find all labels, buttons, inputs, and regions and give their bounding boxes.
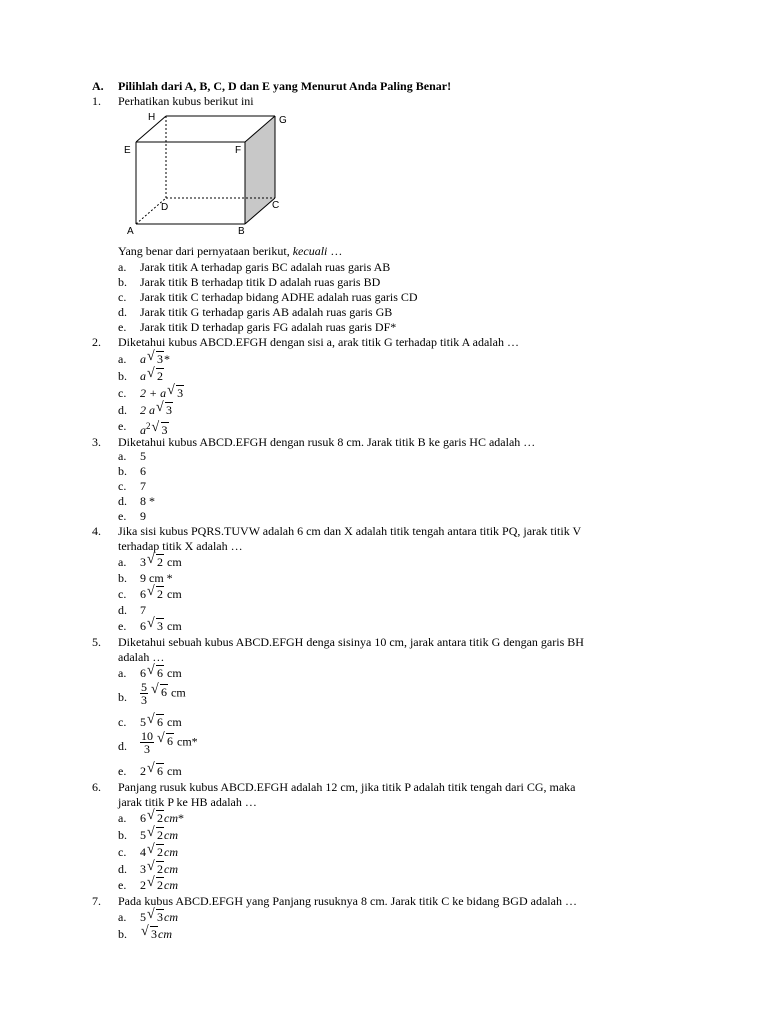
sqrt-symbol: [147, 810, 164, 826]
option-letter: e.: [118, 320, 127, 334]
question-text: Panjang rusuk kubus ABCD.EFGH adalah 12 cm, jika titik P adalah titik tengah dari CG, maka: [118, 780, 576, 794]
option-math: [140, 877, 178, 893]
question-number: 1.: [92, 94, 101, 108]
option-math: [140, 385, 184, 401]
math-coef: 4: [140, 845, 146, 859]
unit: cm: [164, 878, 178, 892]
unit: cm*: [177, 734, 198, 749]
section-letter: A.: [92, 79, 104, 93]
option-text: Jarak titik G terhadap garis AB adalah ruas garis GB: [140, 305, 393, 319]
sqrt-symbol: [151, 684, 168, 700]
unit: cm: [164, 828, 178, 842]
option-text: Jarak titik C terhadap bidang ADHE adalah ruas garis CD: [140, 290, 418, 304]
math-coef: 5: [140, 910, 146, 924]
option-letter: a.: [118, 910, 127, 924]
option-letter: d.: [118, 603, 127, 617]
option-letter: a.: [118, 555, 127, 569]
radicand: 3: [151, 927, 157, 941]
unit: cm: [167, 764, 182, 778]
option-text: 8 *: [140, 494, 155, 508]
option-letter: a.: [118, 666, 127, 680]
question-text: Jika sisi kubus PQRS.TUVW adalah 6 cm dan X adalah titik tengah antara titik PQ, jarak titik V: [118, 524, 582, 538]
question-text: Diketahui sebuah kubus ABCD.EFGH denga sisinya 10 cm, jarak antara titik G dengan garis BH: [118, 635, 584, 649]
option-letter: d.: [118, 739, 127, 753]
fraction: [140, 730, 154, 755]
radicand: 3: [157, 619, 163, 633]
radicand: 2: [157, 811, 163, 825]
option-math: [140, 730, 198, 755]
question-text: Diketahui kubus ABCD.EFGH dengan rusuk 8 cm. Jarak titik B ke garis HC adalah …: [118, 435, 536, 449]
question-text: adalah …: [118, 650, 165, 664]
stem-text: Yang benar dari pernyataan berikut,: [118, 244, 290, 258]
option-text: 7: [140, 479, 146, 493]
sqrt-symbol: [147, 844, 164, 860]
sqrt-symbol: [147, 877, 164, 893]
option-math: [140, 586, 182, 602]
denominator: 3: [141, 693, 147, 707]
option-text: 6: [140, 464, 146, 478]
radicand: 6: [157, 764, 163, 778]
radicand: 2: [157, 587, 163, 601]
radicand: 6: [161, 685, 167, 700]
option-math: [140, 714, 182, 730]
radicand: 2: [157, 828, 163, 842]
option-text: Jarak titik B terhadap titik D adalah ruas garis BD: [140, 275, 381, 289]
option-text: 9: [140, 509, 146, 523]
answer-mark: *: [164, 352, 170, 366]
unit: cm: [164, 910, 178, 924]
option-letter: a.: [118, 449, 127, 463]
unit: cm: [167, 587, 182, 601]
question-text: Perhatikan kubus berikut ini: [118, 94, 254, 108]
label-e: E: [124, 145, 131, 156]
math-coef: a: [140, 369, 146, 383]
math-coef: a: [140, 352, 146, 366]
option-text: Jarak titik A terhadap garis BC adalah ruas garis AB: [140, 260, 391, 274]
sqrt-symbol: [147, 586, 164, 602]
option-letter: b.: [118, 275, 127, 289]
radicand: 2: [157, 555, 163, 569]
question-text: terhadap titik X adalah …: [118, 539, 243, 553]
option-text: 9 cm *: [140, 571, 173, 585]
cube-figure: [118, 108, 298, 238]
unit: cm: [164, 811, 178, 825]
sqrt-symbol: [147, 554, 164, 570]
radicand: 2: [157, 845, 163, 859]
option-math: [140, 618, 182, 634]
option-letter: b.: [118, 927, 127, 941]
sqrt-symbol: [147, 368, 164, 384]
unit: cm: [171, 685, 186, 700]
radicand: 3: [157, 352, 163, 366]
option-letter: a.: [118, 811, 127, 825]
sqrt-symbol: [141, 926, 158, 942]
label-b: B: [238, 226, 245, 237]
option-math: [140, 810, 184, 826]
option-letter: b.: [118, 828, 127, 842]
section-title: Pilihlah dari A, B, C, D dan E yang Menurut Anda Paling Benar!: [118, 79, 452, 93]
math-coef: 6: [140, 666, 146, 680]
radicand: 3: [157, 910, 163, 924]
math-coef: 5: [140, 828, 146, 842]
math-coef: 2 a: [140, 403, 155, 417]
option-letter: d.: [118, 305, 127, 319]
radicand: 6: [157, 715, 163, 729]
math-coef: a: [140, 423, 146, 437]
radicand: 3: [177, 386, 184, 400]
option-math: [140, 861, 178, 877]
exponent: 2: [146, 421, 151, 431]
answer-mark: *: [178, 811, 184, 825]
question-number: 4.: [92, 524, 101, 538]
question-text: jarak titik P ke HB adalah …: [118, 795, 257, 809]
sqrt-symbol: [147, 909, 164, 925]
question-number: 7.: [92, 894, 101, 908]
math-coef: 2: [140, 764, 146, 778]
question-text: Diketahui kubus ABCD.EFGH dengan sisi a, arak titik G terhadap titik A adalah …: [118, 335, 519, 349]
label-h: H: [148, 112, 156, 123]
option-letter: d.: [118, 494, 127, 508]
unit: cm: [167, 555, 182, 569]
option-letter: c.: [118, 845, 127, 859]
sqrt-symbol: [167, 385, 184, 401]
sqrt-symbol: [147, 763, 164, 779]
option-text: Jarak titik D terhadap garis FG adalah ruas garis DF*: [140, 320, 397, 334]
option-math: [140, 351, 170, 367]
option-math: [140, 926, 172, 942]
question-number: 3.: [92, 435, 101, 449]
radicand: 3: [161, 423, 168, 437]
option-math: [140, 827, 178, 843]
unit: cm: [164, 845, 178, 859]
math-coef: 6: [140, 587, 146, 601]
math-coef: 6: [140, 619, 146, 633]
option-letter: b.: [118, 464, 127, 478]
option-math: [140, 554, 182, 570]
option-math: [140, 909, 178, 925]
option-text: 5: [140, 449, 146, 463]
question-number: 6.: [92, 780, 101, 794]
math-coef: 5: [140, 715, 146, 729]
label-f: F: [235, 145, 242, 156]
unit: cm: [167, 715, 182, 729]
option-math: [140, 681, 186, 706]
question-number: 5.: [92, 635, 101, 649]
denominator: 3: [144, 742, 150, 756]
option-letter: c.: [118, 479, 127, 493]
option-letter: e.: [118, 419, 127, 433]
fraction: [140, 681, 148, 706]
option-letter: a.: [118, 352, 127, 366]
math-coef: 2: [140, 878, 146, 892]
option-letter: c.: [118, 290, 127, 304]
stem-emphasis: kecuali: [292, 244, 328, 258]
option-letter: b.: [118, 690, 127, 704]
math-coef: 3: [140, 862, 146, 876]
unit: cm: [167, 666, 182, 680]
label-a: A: [127, 226, 134, 237]
option-letter: e.: [118, 509, 127, 523]
sqrt-symbol: [147, 351, 164, 367]
option-math: [140, 763, 182, 779]
sqrt-symbol: [147, 618, 164, 634]
option-text: 7: [140, 603, 146, 617]
radicand: 6: [167, 734, 173, 749]
unit: cm: [167, 619, 182, 633]
option-letter: a.: [118, 260, 127, 274]
radicand: 2: [157, 878, 163, 892]
option-letter: d.: [118, 862, 127, 876]
option-letter: e.: [118, 619, 127, 633]
option-math: [140, 844, 178, 860]
label-g: G: [279, 115, 287, 126]
math-coef: 2 + a: [140, 386, 167, 400]
shaded-face-bcgf: [245, 116, 275, 224]
option-letter: d.: [118, 403, 127, 417]
numerator: 5: [141, 680, 147, 694]
radicand: 3: [166, 403, 172, 417]
option-letter: c.: [118, 715, 127, 729]
unit: cm: [164, 862, 178, 876]
numerator: 10: [141, 729, 153, 743]
option-letter: e.: [118, 764, 127, 778]
label-d: D: [161, 202, 169, 213]
sqrt-symbol: [156, 402, 173, 418]
label-c: C: [272, 200, 280, 211]
sqrt-symbol: [147, 714, 164, 730]
radicand: 6: [157, 666, 163, 680]
option-letter: c.: [118, 386, 127, 400]
sqrt-symbol: [147, 827, 164, 843]
radicand: 2: [157, 369, 163, 383]
math-coef: 6: [140, 811, 146, 825]
option-math: [140, 402, 173, 418]
question-number: 2.: [92, 335, 101, 349]
unit: cm: [158, 927, 172, 941]
sqrt-symbol: [147, 665, 164, 681]
math-coef: 3: [140, 555, 146, 569]
question-text: Pada kubus ABCD.EFGH yang Panjang rusuknya 8 cm. Jarak titik C ke bidang BGD adalah …: [118, 894, 577, 908]
option-math: [140, 665, 182, 681]
radicand: 2: [157, 862, 163, 876]
option-letter: b.: [118, 571, 127, 585]
option-letter: c.: [118, 587, 127, 601]
stem-ellipsis: …: [330, 244, 343, 258]
option-letter: e.: [118, 878, 127, 892]
option-math: [140, 368, 164, 384]
option-letter: b.: [118, 369, 127, 383]
sqrt-symbol: [157, 733, 174, 749]
